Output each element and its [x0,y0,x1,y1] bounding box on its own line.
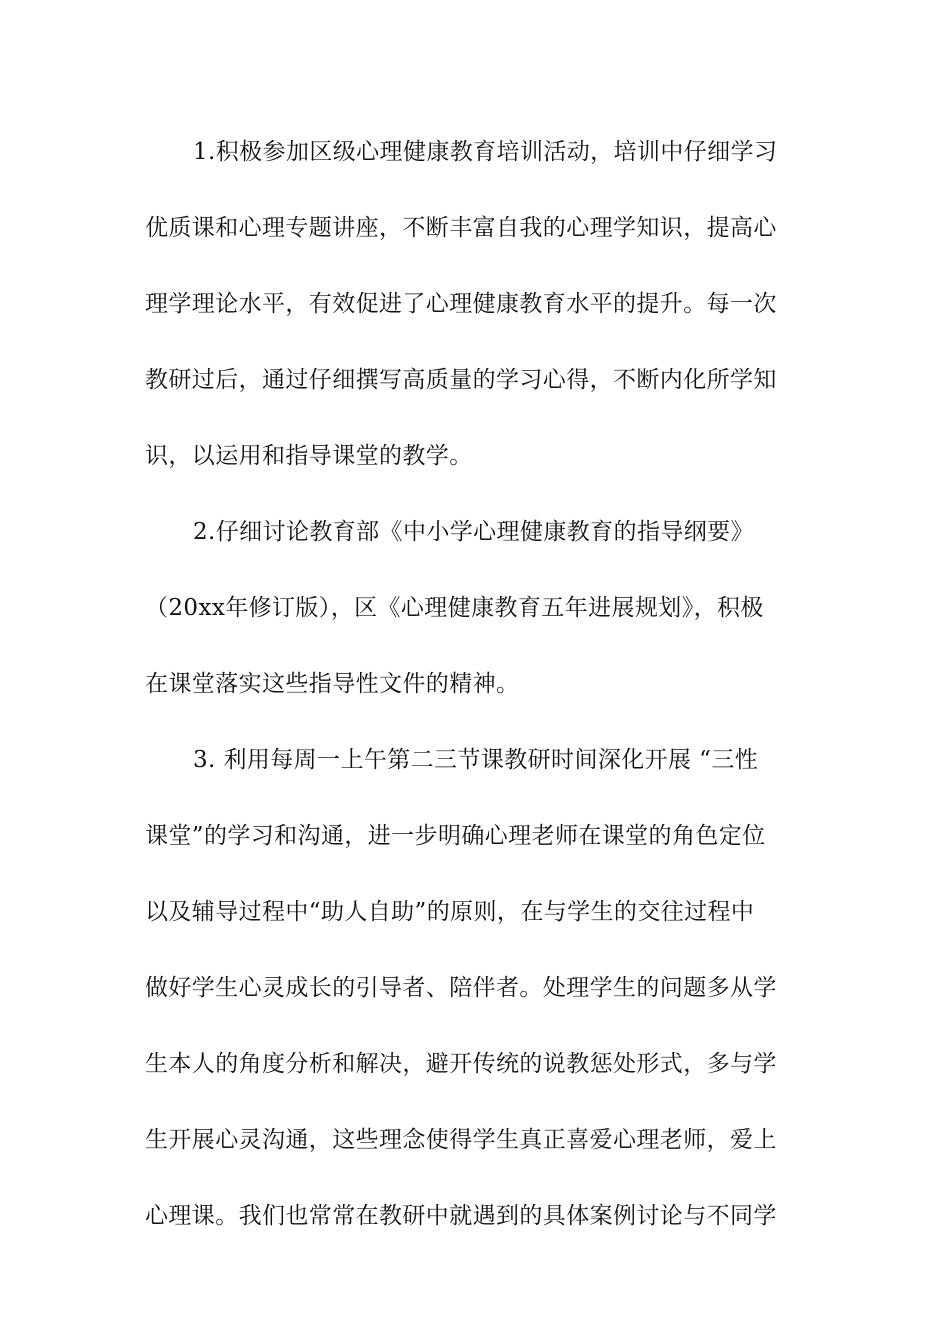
paragraph-line: 优质课和心理专题讲座，不断丰富自我的心理学知识，提高心 [145,215,777,241]
document-body [145,124,805,1264]
paragraph-2 [145,504,805,732]
paragraph-line: 1.积极参加区级心理健康教育培训活动，培训中仔细学习 [193,139,778,165]
paragraph-line: 心理课。我们也常常在教研中就遇到的具体案例讨论与不同学 [145,1203,777,1229]
paragraph-line: 生开展心灵沟通，这些理念使得学生真正喜爱心理老师，爱上 [145,1127,777,1153]
paragraph-line: 3. 利用每周一上午第二三节课教研时间深化开展 “三性 [193,747,759,773]
paragraph-1 [145,124,805,504]
paragraph-line: （20xx年修订版），区《心理健康教育五年进展规划》，积极 [145,595,764,621]
paragraph-line: 生本人的角度分析和解决，避开传统的说教惩处形式，多与学 [145,1051,777,1077]
paragraph-3 [145,732,805,1264]
paragraph-line: 在课堂落实这些指导性文件的精神。 [145,671,520,697]
paragraph-line: 教研过后，通过仔细撰写高质量的学习心得，不断内化所学知 [145,367,777,393]
paragraph-line: 识，以运用和指导课堂的教学。 [145,443,473,469]
paragraph-line: 2.仔细讨论教育部《中小学心理健康教育的指导纲要》 [193,519,754,545]
paragraph-line: 做好学生心灵成长的引导者、陪伴者。处理学生的问题多从学 [145,975,777,1001]
paragraph-line: 以及辅导过程中“助人自助”的原则，在与学生的交往过程中 [145,899,755,925]
paragraph-line: 课堂”的学习和沟通，进一步明确心理老师在课堂的角色定位 [145,823,766,849]
paragraph-line: 理学理论水平，有效促进了心理健康教育水平的提升。每一次 [145,291,777,317]
